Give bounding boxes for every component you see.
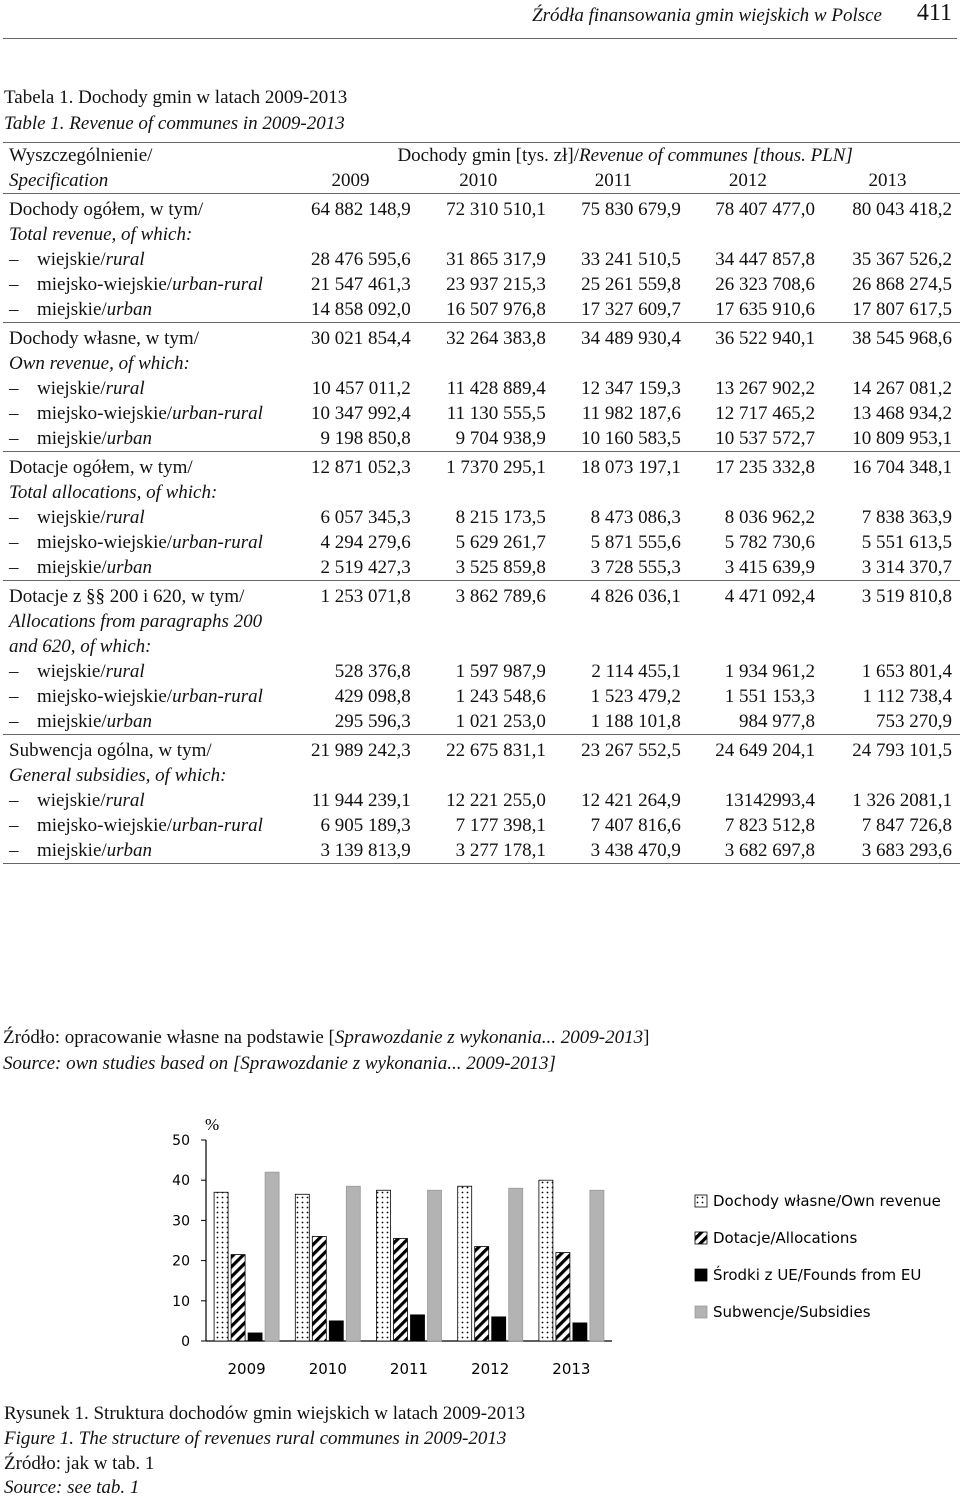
sub-label — [3, 838, 290, 864]
source-prefix: Źródło: opracowanie własne na podstawie [ — [3, 1027, 335, 1048]
sub-label-pl: wiejskie/ — [37, 790, 106, 811]
sub-label — [3, 272, 290, 297]
sub-label-en: urban — [106, 711, 153, 732]
sub-label — [3, 555, 290, 581]
value-cell: 9 198 850,8 — [320, 428, 411, 449]
dash-glyph: – — [9, 711, 19, 732]
legend-swatch — [695, 1232, 707, 1244]
value-cell: 5 782 730,6 — [724, 532, 815, 553]
value-cell: 75 830 679,9 — [546, 194, 681, 248]
value-cell: 13142993,4 — [724, 790, 815, 811]
value-cell: 13 468 934,2 — [852, 403, 952, 424]
value-cell: 16 704 348,1 — [815, 452, 960, 506]
value-cell: 64 882 148,9 — [290, 194, 410, 248]
value-cell: 7 407 816,6 — [590, 815, 681, 836]
table-row — [3, 581, 960, 660]
table-row — [3, 297, 960, 323]
legend-swatch — [695, 1195, 707, 1207]
value-cell: 26 323 708,6 — [715, 274, 815, 295]
value-cell: 10 809 953,1 — [852, 428, 952, 449]
value-cell: 4 471 092,4 — [681, 581, 815, 660]
value-cell: 4 826 036,1 — [546, 581, 681, 660]
value-cell: 2 114 455,1 — [591, 661, 681, 682]
group-label — [3, 735, 290, 789]
value-cell: 2 519 427,3 — [320, 557, 411, 578]
value-cell: 30 021 854,4 — [290, 323, 410, 377]
sub-label-en: urban-rural — [172, 403, 263, 424]
value-cell: 22 675 831,1 — [411, 735, 546, 789]
page-number: 411 — [916, 0, 952, 26]
table-row — [3, 505, 960, 530]
group-label — [3, 323, 290, 377]
x-tick-label: 2009 — [227, 1360, 266, 1378]
sub-label-en: urban — [106, 557, 153, 578]
value-cell: 25 261 559,8 — [581, 274, 681, 295]
value-cell: 23 267 552,5 — [546, 735, 681, 789]
y-tick-label: 50 — [172, 1133, 190, 1149]
source-italic: Sprawozdanie z wykonania... 2009-2013 — [334, 1027, 644, 1048]
value-cell: 11 982 187,6 — [581, 403, 681, 424]
table-caption-pl: Tabela 1. Dochody gmin w latach 2009-2013 — [4, 87, 348, 108]
sub-label-pl: miejskie/ — [37, 711, 107, 732]
sub-label — [3, 247, 290, 272]
sub-label — [3, 813, 290, 838]
value-cell: 1 934 961,2 — [724, 661, 815, 682]
header-rule — [3, 38, 957, 39]
value-cell: 1 551 153,3 — [724, 686, 815, 707]
sub-label-pl: miejskie/ — [37, 840, 107, 861]
legend-label: Subwencje/Subsidies — [713, 1303, 871, 1321]
group-label-pl: Dochody własne, w tym/ — [9, 328, 199, 349]
value-cell: 21 547 461,3 — [311, 274, 411, 295]
value-cell: 24 793 101,5 — [815, 735, 960, 789]
legend-label: Dotacje/Allocations — [713, 1229, 858, 1247]
table-row — [3, 684, 960, 709]
bar — [428, 1190, 442, 1341]
spec-header-en: Specification — [9, 170, 109, 191]
table-row — [3, 659, 960, 684]
value-cell: 3 862 789,6 — [411, 581, 546, 660]
value-cell: 3 139 813,9 — [290, 838, 410, 864]
table-row — [3, 247, 960, 272]
value-cell: 36 522 940,1 — [681, 323, 815, 377]
value-cell: 8 036 962,2 — [724, 507, 815, 528]
revenue-table — [3, 142, 960, 864]
sub-label-en: rural — [105, 507, 145, 528]
figure-source-en: Source: see tab. 1 — [4, 1477, 140, 1498]
value-cell: 1 7370 295,1 — [411, 452, 546, 506]
group-label-pl: Subwencja ogólna, w tym/ — [9, 740, 212, 761]
sub-label-en: urban — [106, 299, 153, 320]
value-cell: 78 407 477,0 — [681, 194, 815, 248]
x-tick-label: 2012 — [471, 1360, 510, 1378]
dash-glyph: – — [9, 661, 19, 682]
legend-swatch — [695, 1306, 707, 1318]
dash-glyph: – — [9, 249, 19, 270]
group-label-en: Total revenue, of which: — [9, 224, 193, 245]
group-label-en: General subsidies, of which: — [9, 765, 227, 786]
bar — [458, 1186, 472, 1341]
sub-label-en: urban-rural — [172, 686, 263, 707]
page-header — [0, 0, 960, 40]
group-label — [3, 581, 290, 660]
y-axis-label: % — [205, 1115, 220, 1134]
value-cell: 14 858 092,0 — [311, 299, 411, 320]
group-label-en: Own revenue, of which: — [9, 353, 190, 374]
figure-source-pl: Źródło: jak w tab. 1 — [4, 1453, 155, 1474]
value-cell: 7 177 398,1 — [455, 815, 546, 836]
sub-label-pl: wiejskie/ — [37, 661, 106, 682]
table-row — [3, 272, 960, 297]
value-cell: 28 476 595,6 — [311, 249, 411, 270]
value-cell: 12 871 052,3 — [290, 452, 410, 506]
value-cell: 17 635 910,6 — [715, 299, 815, 320]
value-cell: 11 944 239,1 — [311, 790, 411, 811]
figure-caption-en: Figure 1. The structure of revenues rural communes in 2009-2013 — [4, 1428, 507, 1449]
bar — [214, 1192, 228, 1341]
value-cell: 33 241 510,5 — [581, 249, 681, 270]
value-cell: 18 073 197,1 — [546, 452, 681, 506]
value-cell: 34 489 930,4 — [546, 323, 681, 377]
group-header-pl: Dochody gmin [tys. zł]/ — [397, 145, 579, 166]
source-suffix: ] — [643, 1027, 650, 1048]
bar — [590, 1190, 604, 1341]
value-cell: 38 545 968,6 — [815, 323, 960, 377]
dash-glyph: – — [9, 403, 19, 424]
dash-glyph: – — [9, 686, 19, 707]
value-cell: 12 347 159,3 — [581, 378, 681, 399]
sub-label-pl: miejsko-wiejskie/ — [37, 686, 173, 707]
value-cell: 8 215 173,5 — [455, 507, 546, 528]
legend-swatch — [695, 1269, 707, 1281]
dash-glyph: – — [9, 532, 19, 553]
sub-label-pl: wiejskie/ — [37, 378, 106, 399]
value-cell: 80 043 418,2 — [815, 194, 960, 248]
sub-label-pl: miejskie/ — [37, 428, 107, 449]
table-row — [3, 735, 960, 789]
legend-label: Dochody własne/Own revenue — [713, 1192, 941, 1210]
bar — [346, 1186, 360, 1341]
sub-label — [3, 426, 290, 452]
table-caption-en: Table 1. Revenue of communes in 2009-2013 — [4, 113, 345, 134]
y-tick-label: 20 — [172, 1253, 190, 1270]
bar — [475, 1247, 489, 1341]
bar — [411, 1315, 425, 1341]
value-cell: 429 098,8 — [334, 686, 411, 707]
table-row — [3, 401, 960, 426]
table-row — [3, 426, 960, 452]
sub-label-en: rural — [105, 661, 145, 682]
table-row — [3, 813, 960, 838]
bar — [329, 1321, 343, 1341]
value-cell: 1 188 101,8 — [590, 711, 681, 732]
sub-label-en: urban-rural — [172, 274, 263, 295]
sub-label-pl: miejsko-wiejskie/ — [37, 274, 173, 295]
dash-glyph: – — [9, 557, 19, 578]
table-row — [3, 530, 960, 555]
group-label-pl: Dotacje z §§ 200 i 620, w tym/ — [9, 586, 245, 607]
sub-label-pl: miejskie/ — [37, 299, 107, 320]
value-cell: 32 264 383,8 — [411, 323, 546, 377]
bar — [265, 1172, 279, 1341]
table-source-en: Source: own studies based on [Sprawozdanie z wykonania... 2009-2013] — [3, 1053, 556, 1074]
sub-label — [3, 401, 290, 426]
value-cell: 5 551 613,5 — [861, 532, 952, 553]
value-cell: 5 629 261,7 — [455, 532, 546, 553]
bar — [556, 1253, 570, 1341]
value-cell: 10 537 572,7 — [715, 428, 815, 449]
sub-label — [3, 659, 290, 684]
value-cell: 10 347 992,4 — [311, 403, 411, 424]
value-cell: 1 253 071,8 — [290, 581, 410, 660]
sub-label-en: rural — [105, 790, 145, 811]
x-tick-label: 2011 — [389, 1360, 429, 1378]
value-cell: 1 243 548,6 — [455, 686, 546, 707]
bar — [377, 1190, 391, 1341]
bar — [231, 1255, 245, 1341]
x-tick-label: 2010 — [308, 1360, 347, 1378]
dash-glyph: – — [9, 299, 19, 320]
value-cell: 8 473 086,3 — [590, 507, 681, 528]
group-label-en: Allocations from paragraphs 200 and 620, of which: — [9, 611, 263, 657]
dash-glyph: – — [9, 790, 19, 811]
figure-caption-pl: Rysunek 1. Struktura dochodów gmin wiejskich w latach 2009-2013 — [4, 1403, 526, 1424]
value-cell: 11 428 889,4 — [446, 378, 546, 399]
sub-label-pl: wiejskie/ — [37, 507, 106, 528]
value-cell: 3 415 639,9 — [724, 557, 815, 578]
value-cell: 4 294 279,6 — [320, 532, 411, 553]
bar — [295, 1194, 309, 1341]
sub-label-en: urban — [106, 428, 153, 449]
table-row — [3, 376, 960, 401]
year-header: 2013 — [868, 170, 907, 191]
legend-label: Środki z UE/Founds from EU — [713, 1266, 922, 1284]
value-cell: 16 507 976,8 — [446, 299, 546, 320]
value-cell: 6 905 189,3 — [320, 815, 411, 836]
value-cell: 1 112 738,4 — [862, 686, 952, 707]
value-cell: 3 525 859,8 — [455, 557, 546, 578]
value-cell: 984 977,8 — [738, 711, 815, 732]
table-row — [3, 555, 960, 581]
sub-label — [3, 788, 290, 813]
dash-glyph: – — [9, 840, 19, 861]
y-tick-label: 0 — [181, 1334, 190, 1350]
value-cell: 1 326 2081,1 — [852, 790, 952, 811]
value-cell: 1 523 479,2 — [590, 686, 681, 707]
revenue-structure-chart — [0, 1100, 960, 1400]
value-cell: 26 868 274,5 — [852, 274, 952, 295]
y-tick-label: 30 — [172, 1213, 190, 1230]
sub-label-en: rural — [105, 249, 145, 270]
value-cell: 23 937 215,3 — [446, 274, 546, 295]
value-cell: 6 057 345,3 — [320, 507, 411, 528]
sub-label-en: urban-rural — [172, 532, 263, 553]
value-cell: 11 130 555,5 — [446, 403, 546, 424]
value-cell: 17 327 609,7 — [581, 299, 681, 320]
value-cell: 21 989 242,3 — [290, 735, 410, 789]
group-label — [3, 194, 290, 248]
year-header: 2012 — [728, 170, 767, 191]
group-label-pl: Dochody ogółem, w tym/ — [9, 199, 204, 220]
y-tick-label: 40 — [172, 1173, 190, 1190]
dash-glyph: – — [9, 428, 19, 449]
sub-label-pl: miejsko-wiejskie/ — [37, 532, 173, 553]
value-cell: 753 270,9 — [876, 711, 952, 732]
value-cell: 14 267 081,2 — [852, 378, 952, 399]
value-cell: 3 438 470,9 — [546, 838, 681, 864]
value-cell: 17 807 617,5 — [852, 299, 952, 320]
table-row — [3, 323, 960, 377]
group-label-en: Total allocations, of which: — [9, 482, 218, 503]
dash-glyph: – — [9, 507, 19, 528]
x-tick-label: 2013 — [552, 1360, 591, 1378]
table-row — [3, 788, 960, 813]
dash-glyph: – — [9, 274, 19, 295]
dash-glyph: – — [9, 815, 19, 836]
table-row — [3, 194, 960, 248]
value-cell: 3 682 697,8 — [681, 838, 815, 864]
value-cell: 13 267 902,2 — [715, 378, 815, 399]
sub-label — [3, 684, 290, 709]
value-cell: 12 717 465,2 — [715, 403, 815, 424]
value-cell: 17 235 332,8 — [681, 452, 815, 506]
group-header — [290, 143, 960, 169]
sub-label-pl: miejskie/ — [37, 557, 107, 578]
table-row — [3, 709, 960, 735]
value-cell: 1 597 987,9 — [455, 661, 546, 682]
value-cell: 3 314 370,7 — [861, 557, 952, 578]
value-cell: 72 310 510,1 — [411, 194, 546, 248]
value-cell: 3 519 810,8 — [815, 581, 960, 660]
value-cell: 10 457 011,2 — [311, 378, 411, 399]
value-cell: 9 704 938,9 — [455, 428, 546, 449]
bar — [539, 1180, 553, 1341]
sub-label — [3, 376, 290, 401]
value-cell: 31 865 317,9 — [446, 249, 546, 270]
year-header: 2010 — [459, 170, 498, 191]
value-cell: 528 376,8 — [334, 661, 411, 682]
sub-label — [3, 530, 290, 555]
spec-header-pl: Wyszczególnienie/ — [3, 143, 290, 169]
bar — [394, 1238, 408, 1341]
bar — [573, 1323, 587, 1341]
value-cell: 3 277 178,1 — [411, 838, 546, 864]
sub-label-en: rural — [105, 378, 145, 399]
sub-label — [3, 297, 290, 323]
value-cell: 5 871 555,6 — [590, 532, 681, 553]
bar — [312, 1236, 326, 1341]
bar — [509, 1188, 523, 1341]
value-cell: 7 847 726,8 — [861, 815, 952, 836]
year-header: 2009 — [331, 170, 370, 191]
dash-glyph: – — [9, 378, 19, 399]
sub-label — [3, 505, 290, 530]
sub-label — [3, 709, 290, 735]
sub-label-pl: wiejskie/ — [37, 249, 106, 270]
y-tick-label: 10 — [172, 1293, 190, 1310]
sub-label-en: urban-rural — [172, 815, 263, 836]
table-row — [3, 452, 960, 506]
value-cell: 1 021 253,0 — [455, 711, 546, 732]
value-cell: 3 728 555,3 — [590, 557, 681, 578]
sub-label-pl: miejsko-wiejskie/ — [37, 815, 173, 836]
value-cell: 1 653 801,4 — [861, 661, 952, 682]
value-cell: 12 221 255,0 — [446, 790, 546, 811]
value-cell: 7 838 363,9 — [861, 507, 952, 528]
value-cell: 3 683 293,6 — [815, 838, 960, 864]
sub-label-pl: miejsko-wiejskie/ — [37, 403, 173, 424]
value-cell: 7 823 512,8 — [724, 815, 815, 836]
value-cell: 295 596,3 — [334, 711, 411, 732]
year-header: 2011 — [594, 170, 632, 191]
bar — [492, 1317, 506, 1341]
group-label-pl: Dotacje ogółem, w tym/ — [9, 457, 193, 478]
value-cell: 10 160 583,5 — [581, 428, 681, 449]
table-row — [3, 838, 960, 864]
value-cell: 34 447 857,8 — [715, 249, 815, 270]
group-header-en: Revenue of communes [thous. PLN] — [578, 145, 853, 166]
running-title: Źródła finansowania gmin wiejskich w Polsce — [532, 5, 882, 26]
bar — [248, 1333, 262, 1341]
value-cell: 24 649 204,1 — [681, 735, 815, 789]
value-cell: 12 421 264,9 — [581, 790, 681, 811]
table-year-row — [3, 168, 960, 194]
group-label — [3, 452, 290, 506]
table-source-pl — [3, 1025, 649, 1050]
table-header-row — [3, 143, 960, 169]
value-cell: 35 367 526,2 — [852, 249, 952, 270]
sub-label-en: urban — [106, 840, 153, 861]
